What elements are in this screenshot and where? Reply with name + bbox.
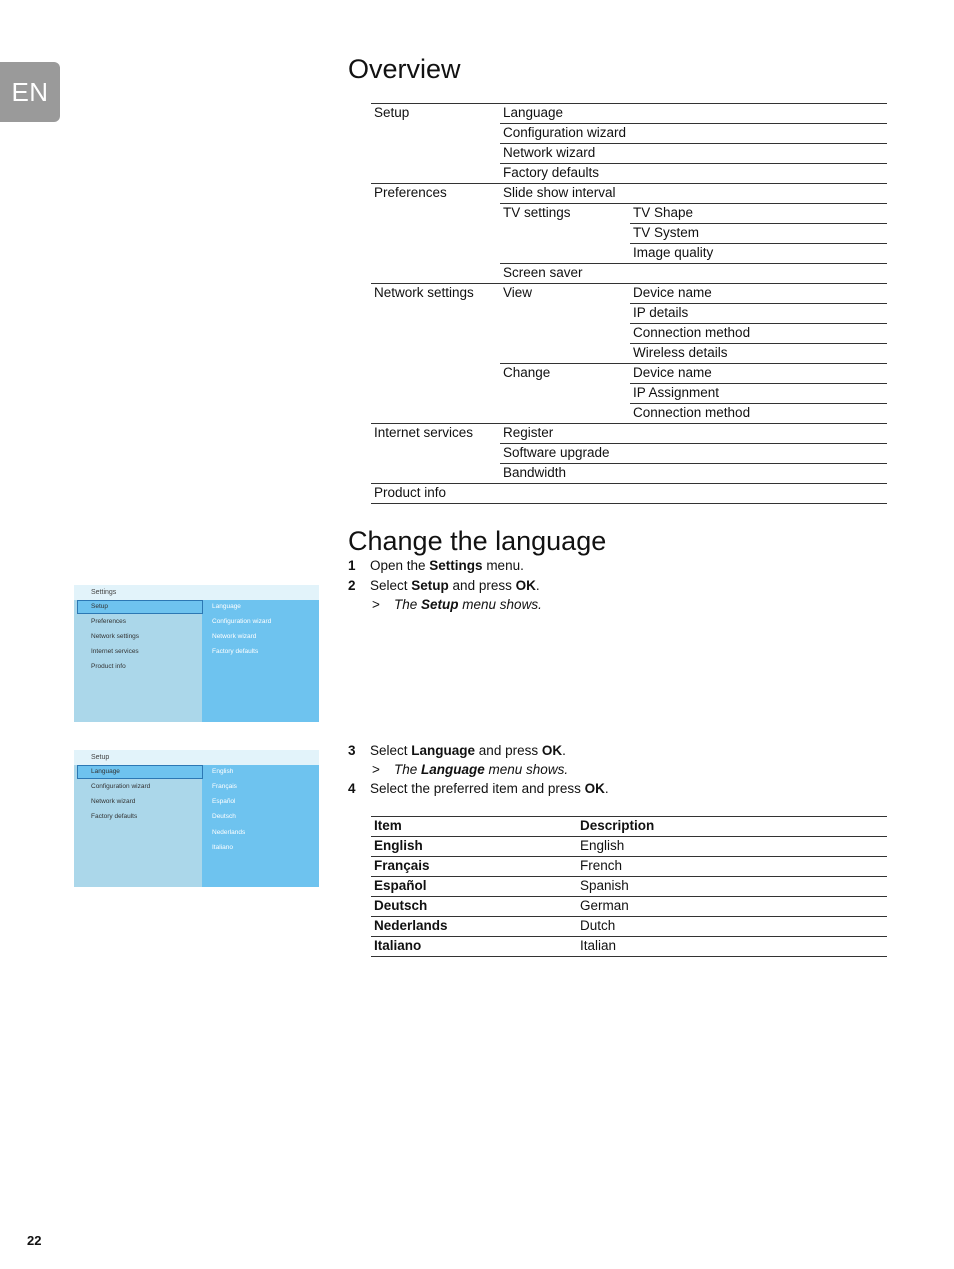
step-text: Open the bbox=[370, 558, 430, 573]
step-4 bbox=[348, 780, 609, 798]
step-keyword: OK bbox=[541, 743, 563, 758]
overview-cell bbox=[630, 264, 633, 284]
result-arrow: > bbox=[372, 597, 380, 612]
item-cell: English bbox=[374, 838, 423, 853]
overview-row bbox=[371, 244, 887, 264]
step-text: . bbox=[562, 743, 566, 758]
overview-cell bbox=[500, 224, 503, 244]
menu-item: Factory defaults bbox=[91, 813, 138, 820]
overview-cell bbox=[371, 304, 374, 324]
result-arrow: > bbox=[372, 762, 380, 777]
step-2 bbox=[348, 577, 540, 595]
result-text: menu shows. bbox=[458, 597, 542, 612]
overview-cell bbox=[630, 464, 633, 484]
step-text: and press bbox=[475, 743, 542, 758]
change-language-heading: Change the language bbox=[348, 526, 607, 556]
overview-cell bbox=[371, 204, 374, 224]
overview-row bbox=[371, 404, 887, 424]
submenu-item: Français bbox=[212, 783, 237, 790]
overview-cell: Wireless details bbox=[633, 345, 728, 360]
overview-cell: Device name bbox=[633, 365, 712, 380]
result-2 bbox=[372, 761, 568, 779]
menu-title: Setup bbox=[74, 750, 319, 765]
step-number: 2 bbox=[348, 578, 356, 593]
row-divider bbox=[371, 503, 887, 504]
table-row bbox=[371, 917, 887, 937]
overview-cell bbox=[371, 144, 374, 164]
item-cell: Nederlands bbox=[374, 918, 448, 933]
overview-cell: Software upgrade bbox=[503, 445, 610, 460]
overview-cell: Configuration wizard bbox=[503, 125, 627, 140]
overview-cell bbox=[371, 444, 374, 464]
column-header-item: Item bbox=[374, 818, 402, 833]
language-table bbox=[371, 816, 887, 957]
overview-cell: Product info bbox=[374, 485, 447, 500]
page-number: 22 bbox=[27, 1233, 42, 1248]
overview-cell: Language bbox=[503, 105, 564, 120]
table-row bbox=[371, 937, 887, 957]
submenu-item: Español bbox=[212, 798, 236, 805]
table-row bbox=[371, 897, 887, 917]
overview-cell bbox=[371, 124, 374, 144]
submenu-item: Deutsch bbox=[212, 813, 236, 820]
menu-item: Configuration wizard bbox=[91, 783, 151, 790]
overview-row bbox=[371, 424, 887, 444]
overview-cell: Change bbox=[503, 365, 551, 380]
step-text: menu. bbox=[482, 558, 524, 573]
step-text: Select the preferred item and press bbox=[370, 781, 585, 796]
menu-item: Preferences bbox=[91, 618, 127, 625]
item-cell: Español bbox=[374, 878, 427, 893]
overview-cell bbox=[630, 444, 633, 464]
overview-cell: Internet services bbox=[374, 425, 474, 440]
settings-menu-screenshot bbox=[74, 585, 319, 722]
overview-cell: Connection method bbox=[633, 405, 751, 420]
overview-cell bbox=[630, 104, 633, 124]
step-text: . bbox=[604, 781, 609, 796]
overview-row bbox=[371, 104, 887, 124]
description-cell: German bbox=[580, 898, 629, 913]
menu-title: Settings bbox=[74, 585, 319, 600]
result-text: The bbox=[394, 762, 422, 777]
overview-table bbox=[371, 103, 887, 504]
language-tab: EN bbox=[0, 62, 60, 122]
result-1 bbox=[372, 596, 542, 614]
overview-cell: Network settings bbox=[374, 285, 474, 300]
overview-row bbox=[371, 324, 887, 344]
overview-cell bbox=[630, 124, 633, 144]
column-header-description: Description bbox=[580, 818, 655, 833]
overview-cell bbox=[630, 164, 633, 184]
overview-row bbox=[371, 144, 887, 164]
overview-row bbox=[371, 264, 887, 284]
result-keyword: Language bbox=[421, 762, 485, 777]
overview-cell bbox=[500, 304, 503, 324]
overview-cell bbox=[371, 324, 374, 344]
overview-cell bbox=[630, 184, 633, 204]
submenu-item: Network wizard bbox=[212, 633, 257, 640]
step-keyword: Setup bbox=[411, 578, 449, 593]
overview-cell: Connection method bbox=[633, 325, 751, 340]
overview-cell bbox=[371, 244, 374, 264]
overview-cell bbox=[371, 344, 374, 364]
overview-cell: TV Shape bbox=[633, 205, 694, 220]
submenu-item: Factory defaults bbox=[212, 648, 259, 655]
step-number: 3 bbox=[348, 743, 356, 758]
description-cell: Spanish bbox=[580, 878, 629, 893]
overview-cell bbox=[371, 464, 374, 484]
overview-row bbox=[371, 284, 887, 304]
submenu-item: English bbox=[212, 768, 234, 775]
step-keyword: Language bbox=[411, 743, 476, 758]
overview-cell bbox=[371, 404, 374, 424]
step-text: . bbox=[535, 578, 540, 593]
result-keyword: Setup bbox=[421, 597, 459, 612]
overview-cell: TV settings bbox=[503, 205, 571, 220]
description-cell: Italian bbox=[580, 938, 617, 953]
step-3 bbox=[348, 742, 566, 760]
overview-cell: Image quality bbox=[633, 245, 714, 260]
result-text: menu shows. bbox=[484, 762, 569, 777]
overview-cell: Preferences bbox=[374, 185, 447, 200]
step-text: and press bbox=[448, 578, 516, 593]
setup-menu-screenshot bbox=[74, 750, 319, 887]
overview-cell bbox=[371, 364, 374, 384]
overview-cell bbox=[500, 244, 503, 264]
table-header-row bbox=[371, 817, 887, 837]
overview-cell: TV System bbox=[633, 225, 700, 240]
overview-row bbox=[371, 384, 887, 404]
overview-cell: Slide show interval bbox=[503, 185, 616, 200]
overview-cell: IP details bbox=[633, 305, 689, 320]
overview-row bbox=[371, 484, 887, 504]
overview-cell: Screen saver bbox=[503, 265, 583, 280]
description-cell: Dutch bbox=[580, 918, 616, 933]
overview-cell: Bandwidth bbox=[503, 465, 567, 480]
submenu-item: Configuration wizard bbox=[212, 618, 272, 625]
overview-row bbox=[371, 364, 887, 384]
overview-row bbox=[371, 344, 887, 364]
overview-cell: IP Assignment bbox=[633, 385, 720, 400]
table-row bbox=[371, 877, 887, 897]
overview-cell bbox=[500, 404, 503, 424]
overview-row bbox=[371, 444, 887, 464]
overview-cell: Network wizard bbox=[503, 145, 596, 160]
step-keyword: Settings bbox=[429, 558, 483, 573]
table-row bbox=[371, 857, 887, 877]
menu-item: Network settings bbox=[91, 633, 140, 640]
overview-cell bbox=[371, 384, 374, 404]
overview-cell bbox=[500, 344, 503, 364]
overview-row bbox=[371, 184, 887, 204]
step-number: 4 bbox=[348, 781, 356, 796]
submenu-item: Nederlands bbox=[212, 829, 246, 836]
submenu-item: Italiano bbox=[212, 844, 233, 851]
step-keyword: OK bbox=[584, 781, 605, 796]
item-cell: Italiano bbox=[374, 938, 422, 953]
overview-cell: Setup bbox=[374, 105, 410, 120]
overview-row bbox=[371, 464, 887, 484]
step-1 bbox=[348, 557, 524, 575]
overview-row bbox=[371, 204, 887, 224]
overview-cell: Factory defaults bbox=[503, 165, 600, 180]
description-cell: English bbox=[580, 838, 625, 853]
overview-row bbox=[371, 224, 887, 244]
step-text: Select bbox=[370, 578, 412, 593]
item-cell: Deutsch bbox=[374, 898, 428, 913]
overview-cell: Register bbox=[503, 425, 554, 440]
submenu-item: Language bbox=[212, 603, 241, 610]
menu-item: Setup bbox=[91, 603, 108, 610]
overview-cell bbox=[630, 484, 633, 504]
overview-cell bbox=[371, 164, 374, 184]
menu-item: Network wizard bbox=[91, 798, 136, 805]
overview-cell: Device name bbox=[633, 285, 712, 300]
step-keyword: OK bbox=[515, 578, 536, 593]
description-cell: French bbox=[580, 858, 623, 873]
overview-row bbox=[371, 164, 887, 184]
menu-item: Language bbox=[91, 768, 120, 775]
overview-cell: View bbox=[503, 285, 533, 300]
menu-item: Product info bbox=[91, 663, 126, 670]
overview-heading: Overview bbox=[348, 54, 461, 84]
overview-cell bbox=[371, 264, 374, 284]
overview-cell bbox=[630, 424, 633, 444]
step-number: 1 bbox=[348, 558, 356, 573]
table-row bbox=[371, 837, 887, 857]
overview-row bbox=[371, 124, 887, 144]
overview-cell bbox=[630, 144, 633, 164]
overview-cell bbox=[371, 224, 374, 244]
overview-row bbox=[371, 304, 887, 324]
overview-cell bbox=[500, 484, 503, 504]
overview-cell bbox=[500, 324, 503, 344]
result-text: The bbox=[394, 597, 422, 612]
item-cell: Français bbox=[374, 858, 430, 873]
overview-cell bbox=[500, 384, 503, 404]
menu-item: Internet services bbox=[91, 648, 139, 655]
step-text: Select bbox=[370, 743, 412, 758]
